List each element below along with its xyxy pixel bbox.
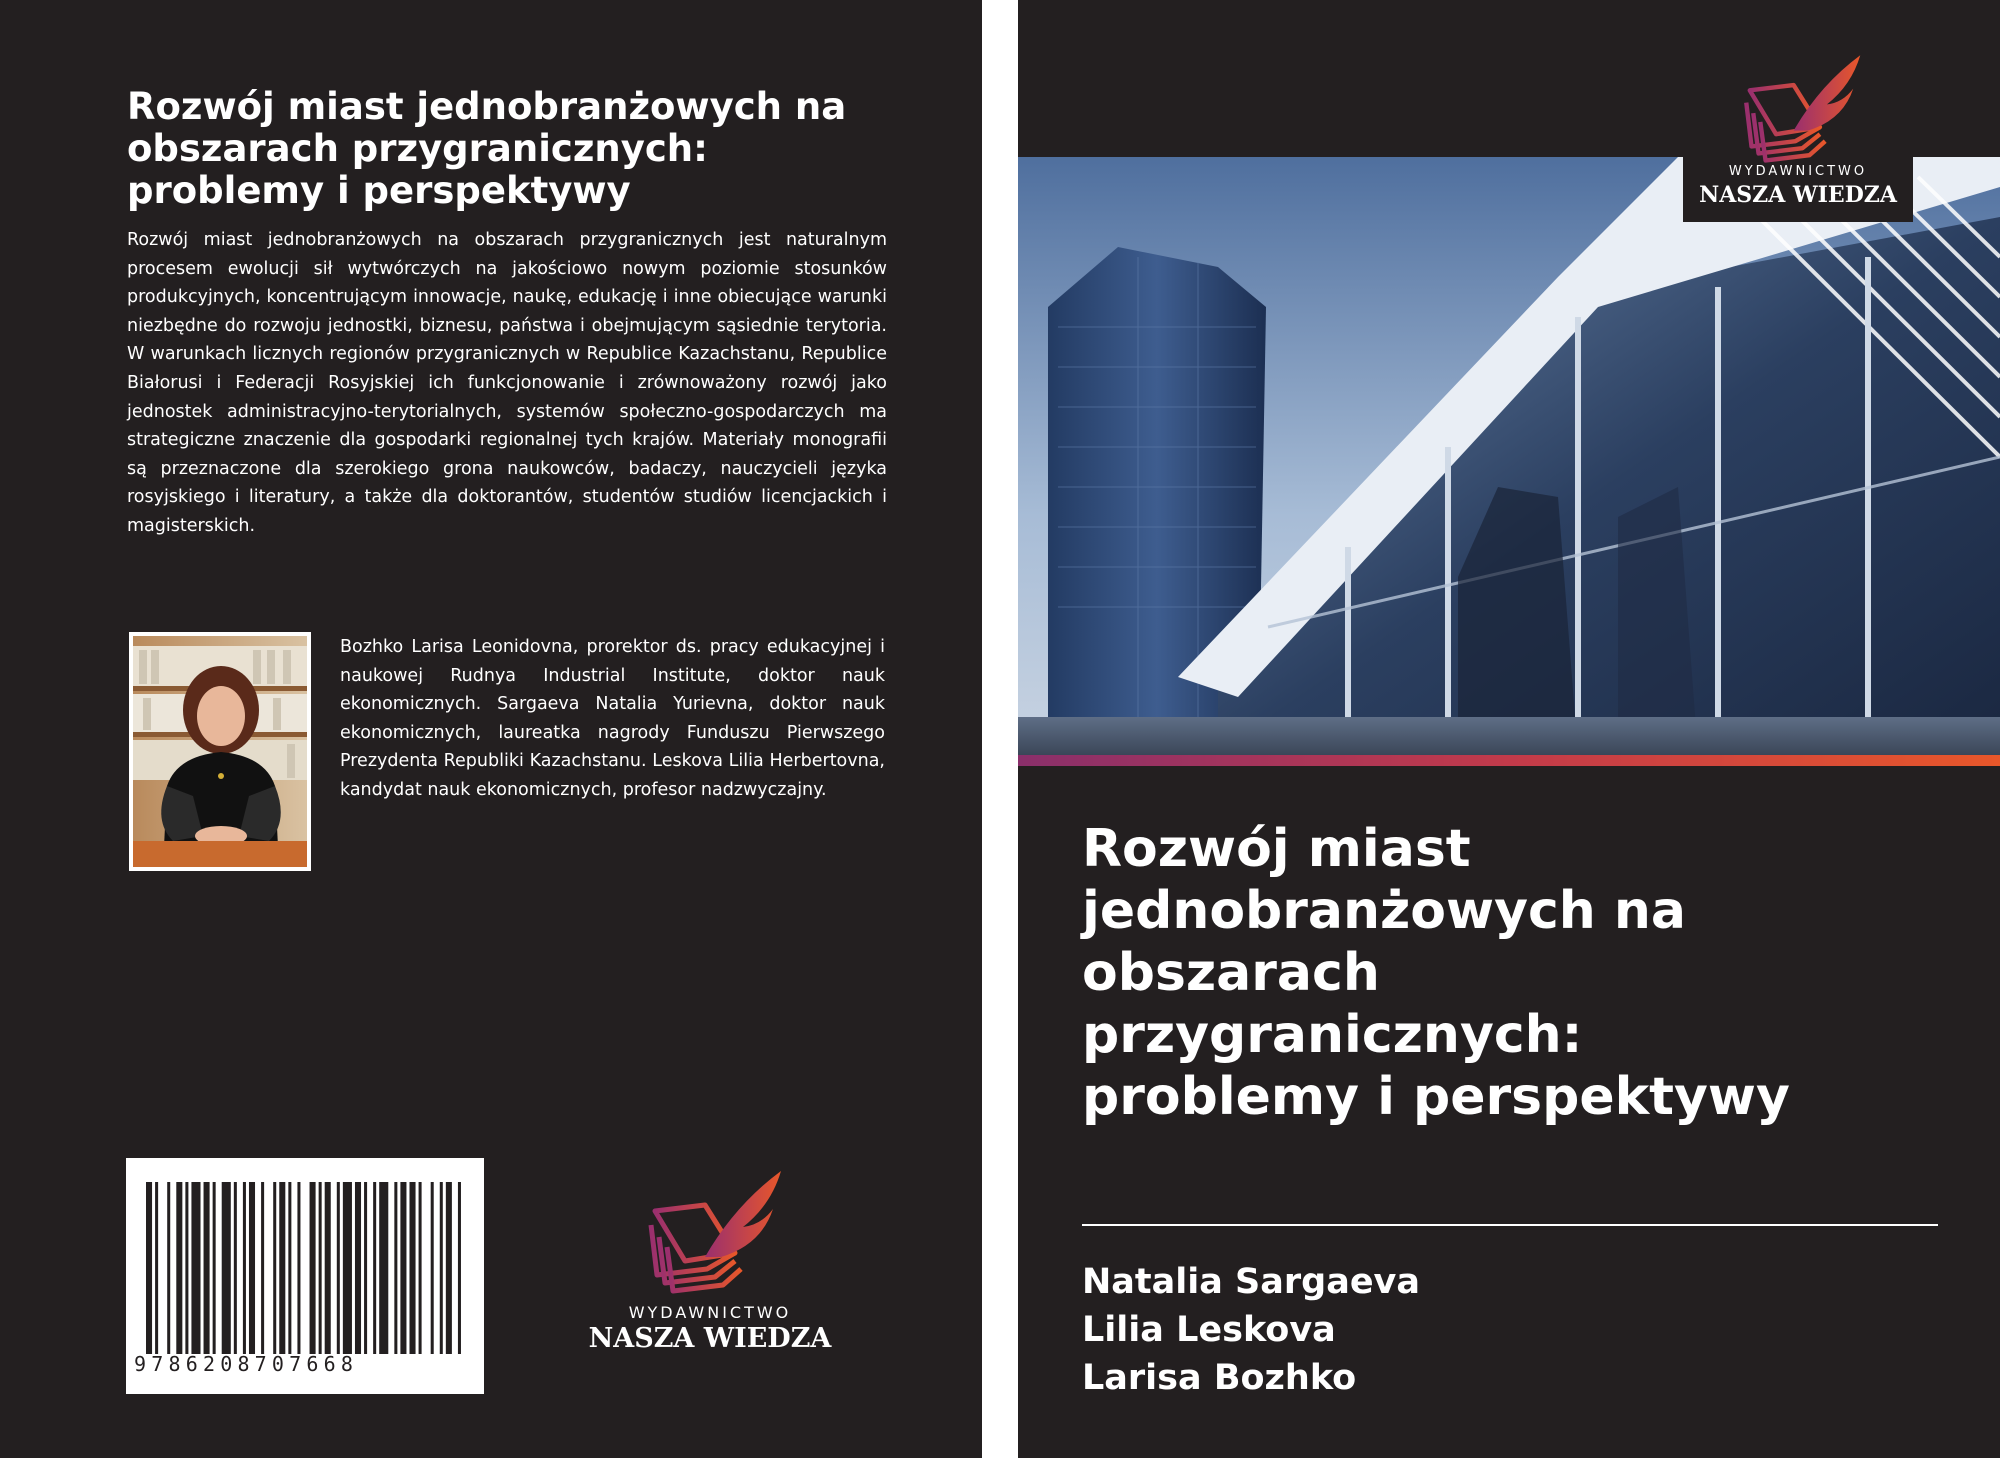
barcode-bar [319,1182,322,1354]
isbn-barcode [126,1158,484,1394]
barcode-bar [440,1182,443,1354]
books-quill-icon [585,1165,835,1295]
barcode-bar [167,1182,170,1354]
front-cover-title [1082,818,1962,1128]
author-photo [129,632,311,871]
barcode-bar [446,1182,452,1354]
author-portrait-image [133,636,307,867]
barcode-digits: 9786208707668 [134,1352,359,1376]
publisher-label-small: WYDAWNICTWO [1728,164,1868,179]
back-title-line: problemy i perspektywy [127,169,631,212]
back-cover-title [127,86,897,212]
barcode-bar [325,1182,331,1354]
front-title-line: jednobranżowych na [1082,881,1687,941]
publisher-logo-back [585,1165,835,1355]
barcode-bar [419,1182,422,1354]
back-title-line: obszarach przygranicznych: [127,127,708,170]
barcode-bar [155,1182,158,1354]
barcode-bar [337,1182,340,1354]
barcode-bar [355,1182,361,1354]
barcode-bar [310,1182,316,1354]
publisher-label-big: NASZA WIEDZA [1699,182,1897,208]
barcode-bar [409,1182,415,1354]
barcode-bar [222,1182,231,1354]
title-divider [1082,1224,1938,1226]
barcode-bar [146,1182,152,1354]
cover-photo [1018,157,2000,755]
barcode-bar [288,1182,291,1354]
cover-divider-gap [982,0,1018,1458]
barcode-bar [191,1182,200,1354]
front-title-line: problemy i perspektywy [1082,1067,1790,1127]
barcode-bars [146,1182,464,1354]
author-name: Natalia Sargaeva [1082,1262,1420,1302]
publisher-label-big: NASZA WIEDZA [588,1323,832,1354]
barcode-bar [394,1182,397,1354]
author-biography: Bozhko Larisa Leonidovna, prorektor ds. pracy edukacyjnej i naukowej Rudnya Industrial Institute, doktor nauk ekonomicznych. Sargaeva Natalia Yurievna, doktor nauk ekonomicznych, laureatka nagrody Funduszu Pierwszego Prezydenta Republiki Kazachstanu. Leskova Lilia Herbertovna, kandydat nauk ekonomicznych, profesor nadzwyczajny. [340,637,885,800]
accent-stripe [1018,755,2000,766]
front-title-line: przygranicznych: [1082,1005,1583,1065]
front-title-line: Rozwój miast [1082,819,1471,879]
back-cover [0,0,982,1458]
author-name: Larisa Bozhko [1082,1358,1357,1398]
author-list [1082,1258,1942,1402]
barcode-bar [373,1182,376,1354]
barcode-bar [234,1182,237,1354]
barcode-bar [431,1182,434,1354]
barcode-bar [343,1182,352,1354]
barcode-bar [204,1182,210,1354]
barcode-bar [458,1182,461,1354]
back-title-line: Rozwój miast jednobranżowych na [127,85,847,128]
back-cover-description: Rozwój miast jednobranżowych na obszarach przygranicznych jest naturalnym procesem ewolucji sił wytwórczych na jakościowo nowym poziomie stosunków produkcyjnych, koncentrującym innowacje, naukę, edukację i inne obiecujące warunki niezbędne do rozwoju jednostki, biznesu, państwa i obejmującym sąsiednie terytoria. W warunkach licznych regionów przygranicznych w Republice Kazachstanu, Republice Białorusi i Federacji Rosyjskiej ich funkcjonowanie i zrównoważony rozwój jako jednostek administracyjno-terytorialnych, systemów społeczno-gospodarczych ma strategiczne znaczenie dla gospodarki regionalnej tych krajów. Materiały monografii są przeznaczone dla szerokiego grona naukowców, badaczy, nauczycieli języka rosyjskiego i literatury, a także dla doktorantów, studentów studiów licencjackich i magisterskich. [127,230,887,536]
barcode-bar [176,1182,182,1354]
barcode-bar [249,1182,255,1354]
barcode-bar [243,1182,246,1354]
front-cover [1018,0,2000,1458]
books-quill-icon [1688,50,1908,164]
barcode-bar [379,1182,388,1354]
barcode-bar [364,1182,367,1354]
publisher-label-small: WYDAWNICTWO [628,1303,792,1322]
barcode-bar [400,1182,406,1354]
barcode-bar [213,1182,216,1354]
publisher-logo-front [1683,40,1913,222]
glass-building-photo [1018,157,2000,755]
barcode-bar [185,1182,188,1354]
barcode-bar [273,1182,276,1354]
barcode-bar [297,1182,300,1354]
barcode-bar [261,1182,264,1354]
author-name: Lilia Leskova [1082,1310,1336,1350]
front-title-line: obszarach [1082,943,1380,1003]
barcode-bar [279,1182,285,1354]
